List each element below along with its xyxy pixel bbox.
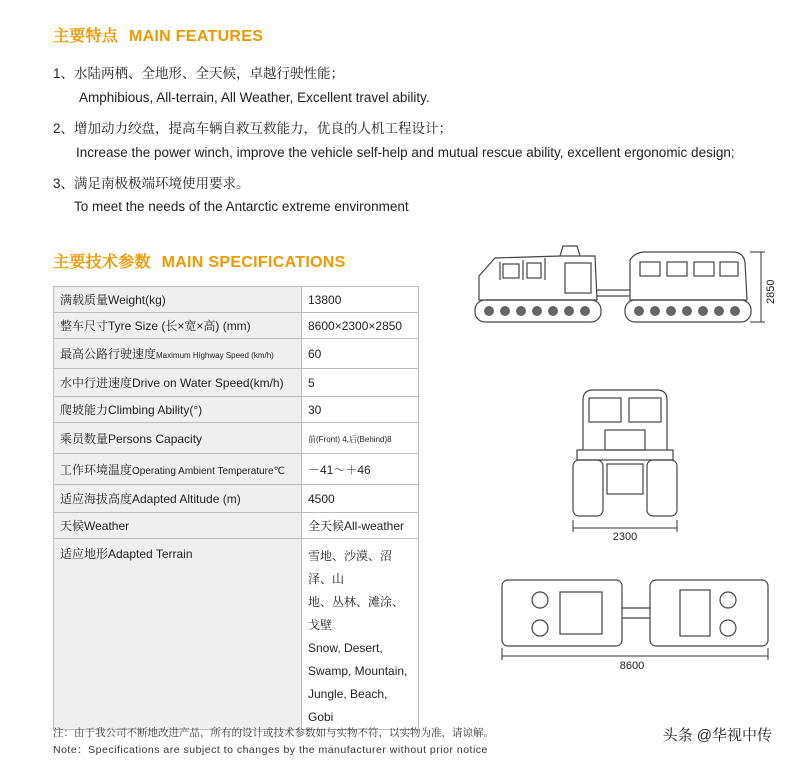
specs-heading-cn: 主要技术参数 [53,254,151,271]
table-row [54,313,419,339]
spec-value: 4500 [302,485,419,513]
width-dimension-label: 2300 [612,531,638,540]
specs-heading-en: MAIN SPECIFICATIONS [161,254,346,271]
spec-label: 天候Weather [54,513,302,539]
table-row [54,397,419,423]
table-row [54,454,419,485]
side-view-drawing [465,238,785,348]
terrain-line: Swamp, Mountain, [308,664,408,678]
spec-label: 乘员数量Persons Capacity [54,423,302,454]
top-view-drawing [490,572,780,672]
spec-value: －41～＋46 [302,454,419,485]
spec-label-cn: 最高公路行驶速度 [60,347,157,361]
features-heading-cn: 主要特点 [53,28,119,45]
table-row [54,369,419,397]
table-row [54,423,419,454]
spec-value: 8600×2300×2850 [302,313,419,339]
feature-3-en: To meet the needs of the Antarctic extreme environment [74,199,409,214]
note-cn: 注：由于我公司不断地改进产品，所有的设计或技术参数如与实物不符，以实物为准，请谅解。 [53,727,494,739]
spec-label: 爬坡能力Climbing Ability(°) [54,397,302,423]
terrain-line: 地、丛林、滩涂、戈壁 [308,595,405,632]
feature-2-en: Increase the power winch, improve the vehicle self-help and mutual rescue ability, excellent ergonomic design; [76,145,735,160]
spec-label: 水中行进速度Drive on Water Speed(km/h) [54,369,302,397]
spec-label-en: Maximum Highway Speed (km/h) [156,351,274,360]
spec-value: 13800 [302,287,419,313]
spec-value: 60 [302,339,419,369]
table-row [54,287,419,313]
table-row [54,539,419,730]
spec-value: 30 [302,397,419,423]
feature-1-en: Amphibious, All-terrain, All Weather, Excellent travel ability. [79,90,430,105]
features-heading-en: MAIN FEATURES [128,28,264,45]
specs-heading [53,249,346,272]
front-view-drawing [565,380,685,540]
spec-label-en: Operating Ambient Temperature℃ [132,465,285,477]
spec-value: 5 [302,369,419,397]
spec-value: 全天候All-weather [302,513,419,539]
feature-2-cn: 2、增加动力绞盘，提高车辆自救互救能力，优良的人机工程设计； [53,121,453,136]
spec-label-cn: 工作环境温度 [60,462,133,477]
spec-table [53,286,419,730]
spec-label: 适应地形Adapted Terrain [54,539,302,730]
spec-label: 适应海拔高度Adapted Altitude (m) [54,485,302,513]
spec-label: 满载质量Weight(kg) [54,287,302,313]
spec-label [54,454,302,485]
spec-label: 整车尺寸Tyre Size (长×宽×高) (mm) [54,313,302,339]
feature-3-cn: 3、满足南极极端环境使用要求。 [53,176,250,191]
height-dimension-label: 2850 [765,279,777,304]
spec-value: 前(Front) 4,后(Behind)8 [308,435,392,444]
table-row [54,513,419,539]
terrain-line: 雪地、沙漠、沼泽、山 [308,549,393,586]
spec-label [54,339,302,369]
features-heading [53,23,263,46]
length-dimension-label: 8600 [619,660,645,672]
terrain-line: Snow, Desert, [308,641,383,655]
terrain-line: Jungle, Beach, Gobi [308,687,388,724]
watermark-text: 头条 @华视中传 [662,727,772,744]
feature-1-cn: 1、水陆两栖、全地形、全天候，卓越行驶性能； [53,66,345,81]
note-en: Note：Specifications are subject to changes by the manufacturer without prior notice [53,744,488,756]
table-row [54,485,419,513]
table-row [54,339,419,369]
